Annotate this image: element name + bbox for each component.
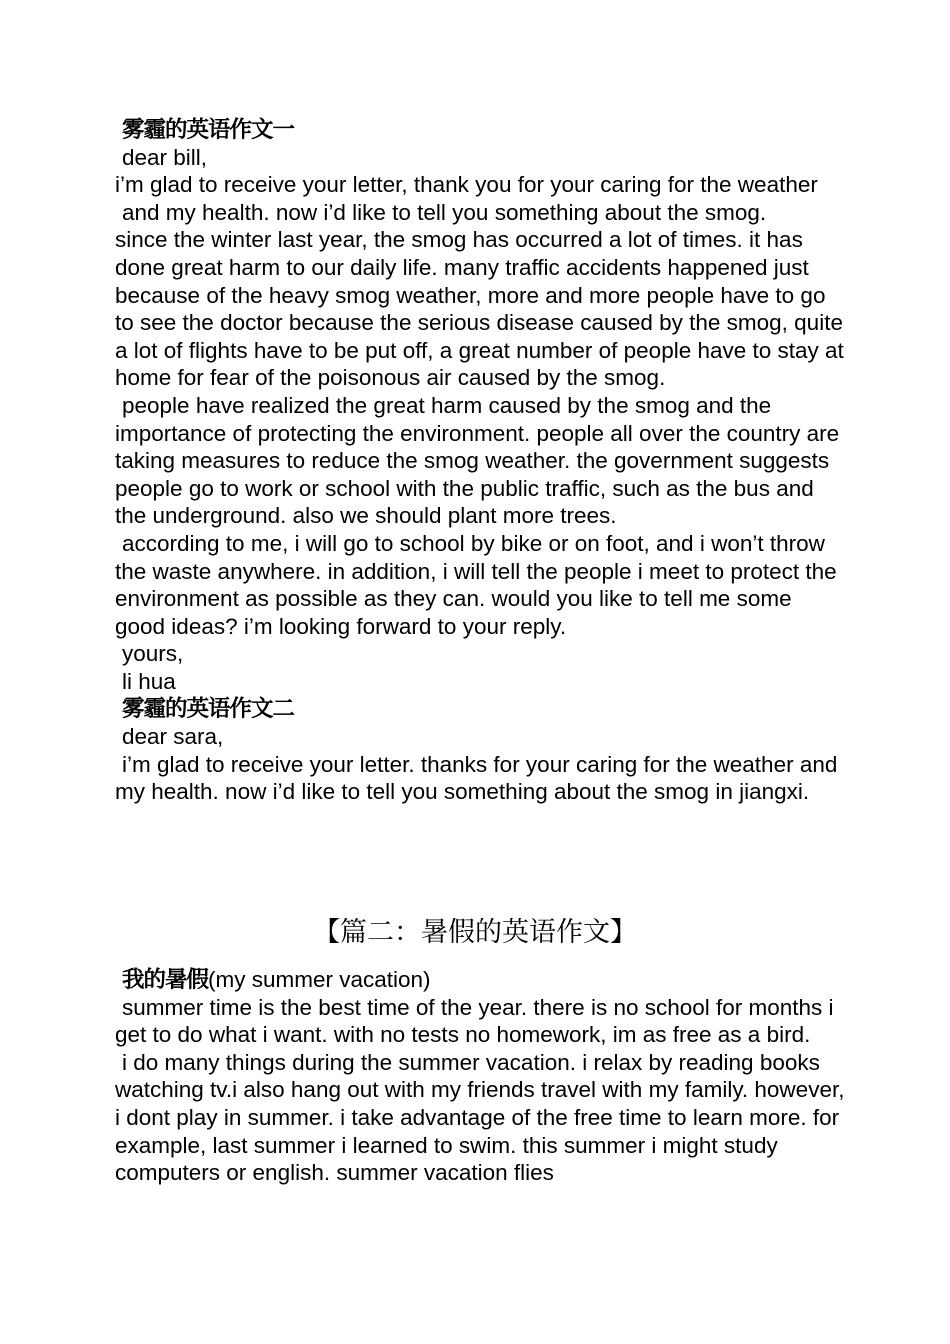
essay-one-title: 雾霾的英语作文一: [122, 117, 295, 142]
essay-three: [115, 966, 845, 1187]
essay-three-title-cn: 我的暑假: [122, 967, 209, 992]
essay-one-paragraph-3: people have realized the great harm caused by the smog and the importance of protecting the environment. people all over the country are taking measures to reduce the smog weather. the government suggests people go to work or school with the public traffic, such as the bus and the underground. also we should plant more trees.: [115, 392, 840, 529]
essay-two-greeting: dear sara,: [122, 724, 224, 750]
essay-three-title: [115, 966, 845, 994]
essay-one-signature: li hua: [122, 668, 176, 694]
essay-one: [115, 116, 845, 806]
essay-one-paragraph-2: since the winter last year, the smog has occurred a lot of times. it has done great harm to our daily life. many traffic accidents happened just because of the heavy smog weather, more and more people have to go to see the doctor because the serious disease caused by the smog, quite a lot of flights have to be put off, a great number of people have to stay at home for fear of the poisonous air caused by the smog.: [115, 227, 844, 391]
essay-three-paragraph-2: i do many things during the summer vacation. i relax by reading books watching tv.i also hang out with my friends travel with my family. however, i dont play in summer. i take advantage of the free time to learn more. for example, last summer i learned to swim. this summer i might study computers or english. summer vacation flies: [115, 1049, 845, 1186]
essay-one-greeting: dear bill,: [122, 144, 208, 170]
essay-one-paragraph-4: according to me, i will go to school by bike or on foot, and i won’t throw the waste anywhere. in addition, i will tell the people i meet to protect the environment as possible as they can. would you like to tell me some good ideas? i’m looking forward to your reply.: [115, 530, 837, 639]
essay-two-title: 雾霾的英语作文二: [122, 696, 295, 722]
essay-two-paragraph: i’m glad to receive your letter. thanks for your caring for the weather and my health. now i’d like to tell you something about the smog in jiangxi.: [115, 751, 838, 805]
essay-one-closing: yours,: [122, 641, 184, 667]
essay-three-paragraph-1: summer time is the best time of the year. there is no school for months i get to do what i want. with no tests no homework, im as free as a bird.: [115, 994, 834, 1048]
section-title: 【篇二：暑假的英语作文】: [313, 917, 637, 948]
essay-three-title-en: (my summer vacation): [208, 967, 431, 992]
essay-one-paragraph-1: i’m glad to receive your letter, thank you for your caring for the weather and my health. now i’d like to tell you something about the smog.: [115, 172, 818, 225]
